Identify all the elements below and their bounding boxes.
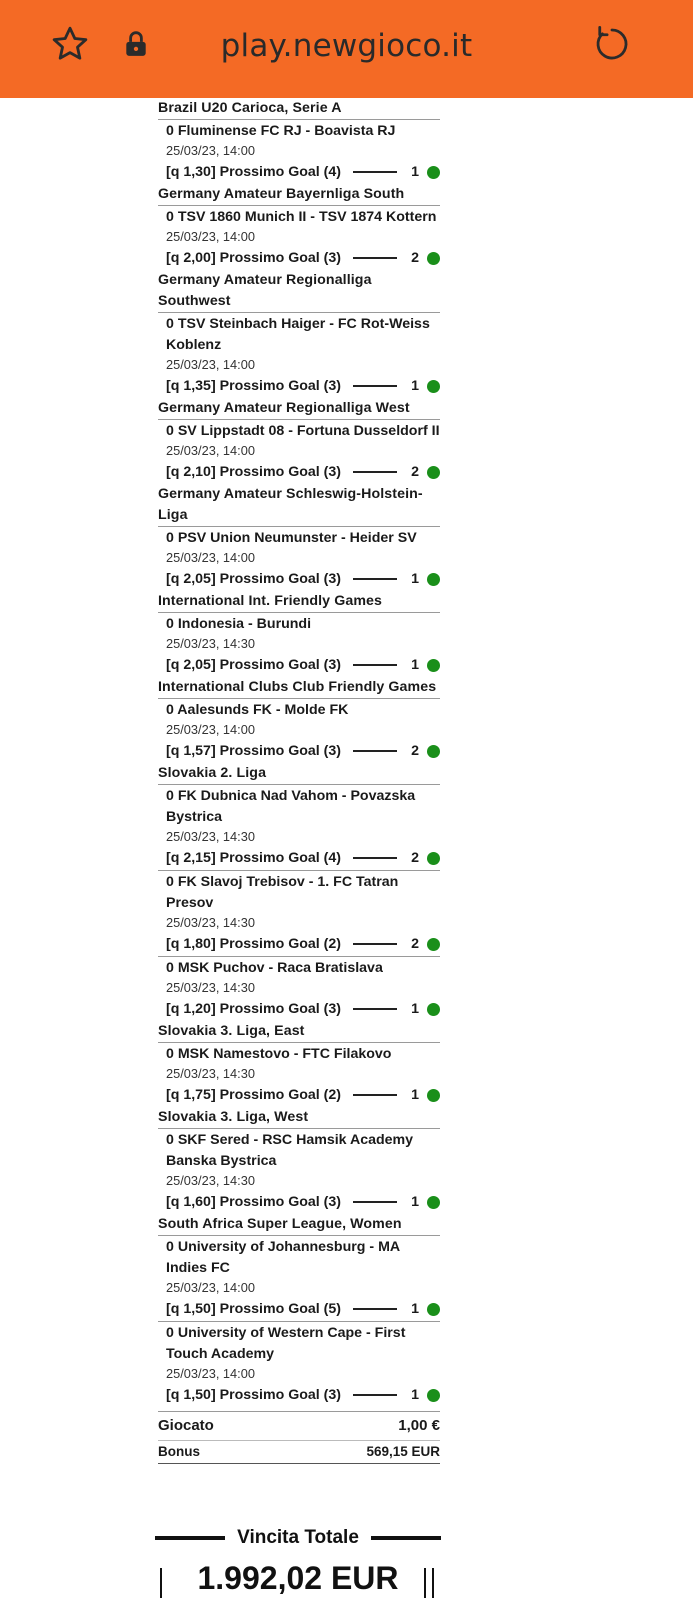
selection-row (166, 374, 440, 398)
status-dot-icon (427, 745, 440, 758)
league-title: Germany Amateur Schleswig-Holstein-Liga (158, 486, 423, 523)
giocato-value: 1,00 € (398, 1417, 440, 1434)
status-dot-icon (427, 1303, 440, 1316)
divider (353, 857, 397, 859)
selection-result: 2 (411, 850, 419, 866)
match-name: 0 Fluminense FC RJ - Boavista RJ (166, 123, 396, 139)
selection-result: 2 (411, 464, 419, 480)
selection-result: 1 (411, 1301, 419, 1317)
match-time: 25/03/23, 14:30 (166, 829, 255, 844)
match-name: 0 University of Johannesburg - MA Indies FC (166, 1239, 400, 1276)
match-time: 25/03/23, 14:00 (166, 1366, 255, 1381)
selection-label: [q 1,20] Prossimo Goal (3) (166, 1001, 342, 1017)
selection-result: 1 (411, 1194, 419, 1210)
divider (432, 1568, 434, 1598)
giocato-row (158, 1411, 440, 1440)
selection-row (166, 1190, 440, 1214)
divider (353, 1308, 397, 1310)
selection-label: [q 2,10] Prossimo Goal (3) (166, 464, 342, 480)
event-row (158, 312, 440, 398)
event-row (158, 1042, 440, 1107)
match-name: 0 Aalesunds FK - Molde FK (166, 702, 349, 718)
status-dot-icon (427, 852, 440, 865)
giocato-label: Giocato (158, 1417, 214, 1434)
selection-result: 1 (411, 657, 419, 673)
match-name: 0 TSV 1860 Munich II - TSV 1874 Kottern (166, 209, 437, 225)
divider (353, 471, 397, 473)
league-title: Germany Amateur Regionalliga Southwest (158, 272, 372, 309)
selection-result: 1 (411, 1387, 419, 1403)
match-name: 0 FK Slavoj Trebisov - 1. FC Tatran Presov (166, 874, 399, 911)
status-dot-icon (427, 466, 440, 479)
divider (353, 257, 397, 259)
match-time: 25/03/23, 14:30 (166, 980, 255, 995)
match-name: 0 Indonesia - Burundi (166, 616, 312, 632)
divider (353, 578, 397, 580)
selection-result: 1 (411, 571, 419, 587)
divider (353, 943, 397, 945)
event-row (158, 1128, 440, 1214)
event-row (158, 419, 440, 484)
selection-row (166, 246, 440, 270)
divider (353, 385, 397, 387)
status-dot-icon (427, 938, 440, 951)
selection-row (166, 846, 440, 870)
selection-label: [q 1,60] Prossimo Goal (3) (166, 1194, 342, 1210)
event-row (158, 119, 440, 184)
match-time: 25/03/23, 14:00 (166, 143, 255, 158)
divider (353, 1201, 397, 1203)
selection-result: 1 (411, 1087, 419, 1103)
match-time: 25/03/23, 14:30 (166, 1173, 255, 1188)
divider (353, 664, 397, 666)
event-row (158, 205, 440, 270)
match-name: 0 SKF Sered - RSC Hamsik Academy Banska Bystrica (166, 1132, 414, 1169)
match-name: 0 University of Western Cape - First Touch Academy (166, 1325, 406, 1362)
match-time: 25/03/23, 14:00 (166, 357, 255, 372)
selection-row (166, 1297, 440, 1321)
vincita-totale-box (155, 1560, 441, 1600)
selection-label: [q 1,57] Prossimo Goal (3) (166, 743, 342, 759)
selection-result: 1 (411, 1001, 419, 1017)
event-row (158, 1321, 440, 1407)
divider (353, 1008, 397, 1010)
league-title: Slovakia 3. Liga, East (158, 1023, 305, 1039)
selection-row (166, 1383, 440, 1407)
event-row (158, 698, 440, 763)
event-row (158, 612, 440, 677)
status-dot-icon (427, 1003, 440, 1016)
match-time: 25/03/23, 14:00 (166, 722, 255, 737)
reload-icon[interactable] (590, 22, 634, 66)
divider (353, 171, 397, 173)
status-dot-icon (427, 573, 440, 586)
selection-row (166, 932, 440, 956)
selection-label: [q 2,15] Prossimo Goal (4) (166, 850, 342, 866)
selection-label: [q 2,00] Prossimo Goal (3) (166, 250, 342, 266)
match-time: 25/03/23, 14:00 (166, 1280, 255, 1295)
event-row (158, 870, 440, 956)
bonus-value: 569,15 EUR (366, 1444, 440, 1459)
status-dot-icon (427, 1196, 440, 1209)
bonus-label: Bonus (158, 1444, 200, 1459)
selection-row (166, 567, 440, 591)
match-time: 25/03/23, 14:00 (166, 550, 255, 565)
league-title: Slovakia 3. Liga, West (158, 1109, 309, 1125)
divider (424, 1568, 426, 1598)
league-title: International Int. Friendly Games (158, 593, 383, 609)
league-title: South Africa Super League, Women (158, 1216, 402, 1232)
divider (353, 1094, 397, 1096)
selection-label: [q 1,50] Prossimo Goal (3) (166, 1387, 342, 1403)
divider (371, 1536, 441, 1540)
selection-result: 2 (411, 250, 419, 266)
selection-row (166, 653, 440, 677)
divider (353, 750, 397, 752)
selection-result: 2 (411, 743, 419, 759)
match-time: 25/03/23, 14:30 (166, 1066, 255, 1081)
selection-label: [q 1,30] Prossimo Goal (4) (166, 164, 342, 180)
match-time: 25/03/23, 14:00 (166, 443, 255, 458)
event-row (158, 1235, 440, 1321)
league-title: Slovakia 2. Liga (158, 765, 267, 781)
selection-result: 2 (411, 936, 419, 952)
selection-label: [q 1,80] Prossimo Goal (2) (166, 936, 342, 952)
url-bar[interactable]: play.newgioco.it (220, 28, 473, 64)
selection-row (166, 997, 440, 1021)
selection-label: [q 1,75] Prossimo Goal (2) (166, 1087, 342, 1103)
match-name: 0 MSK Namestovo - FTC Filakovo (166, 1046, 392, 1062)
selection-label: [q 1,35] Prossimo Goal (3) (166, 378, 342, 394)
selection-row (166, 739, 440, 763)
selection-result: 1 (411, 378, 419, 394)
match-time: 25/03/23, 14:30 (166, 636, 255, 651)
status-dot-icon (427, 166, 440, 179)
league-title: International Clubs Club Friendly Games (158, 679, 437, 695)
event-row (158, 784, 440, 870)
divider (155, 1536, 225, 1540)
status-dot-icon (427, 380, 440, 393)
vincita-totale-amount: 1.992,02 EUR (197, 1560, 399, 1596)
league-title: Germany Amateur Regionalliga West (158, 400, 410, 416)
event-row (158, 526, 440, 591)
status-dot-icon (427, 659, 440, 672)
event-row (158, 956, 440, 1021)
selection-label: [q 2,05] Prossimo Goal (3) (166, 571, 342, 587)
selection-label: [q 1,50] Prossimo Goal (5) (166, 1301, 342, 1317)
divider (353, 1394, 397, 1396)
bet-ticket (158, 98, 440, 1464)
selection-label: [q 2,05] Prossimo Goal (3) (166, 657, 342, 673)
match-time: 25/03/23, 14:30 (166, 915, 255, 930)
selection-row (166, 1083, 440, 1107)
match-name: 0 PSV Union Neumunster - Heider SV (166, 530, 417, 546)
league-title: Germany Amateur Bayernliga South (158, 186, 405, 202)
selection-row (166, 160, 440, 184)
vincita-totale-label: Vincita Totale (237, 1527, 359, 1548)
bonus-row (158, 1440, 440, 1464)
selection-result: 1 (411, 164, 419, 180)
match-name: 0 SV Lippstadt 08 - Fortuna Dusseldorf II (166, 423, 440, 439)
status-dot-icon (427, 252, 440, 265)
league-title: Brazil U20 Carioca, Serie A (158, 100, 342, 116)
match-name: 0 TSV Steinbach Haiger - FC Rot-Weiss Koblenz (166, 316, 430, 353)
vincita-totale-header (155, 1527, 441, 1549)
match-time: 25/03/23, 14:00 (166, 229, 255, 244)
status-dot-icon (427, 1389, 440, 1402)
match-name: 0 MSK Puchov - Raca Bratislava (166, 960, 383, 976)
match-name: 0 FK Dubnica Nad Vahom - Povazska Bystrica (166, 788, 416, 825)
browser-toolbar (0, 0, 693, 98)
status-dot-icon (427, 1089, 440, 1102)
selection-row (166, 460, 440, 484)
